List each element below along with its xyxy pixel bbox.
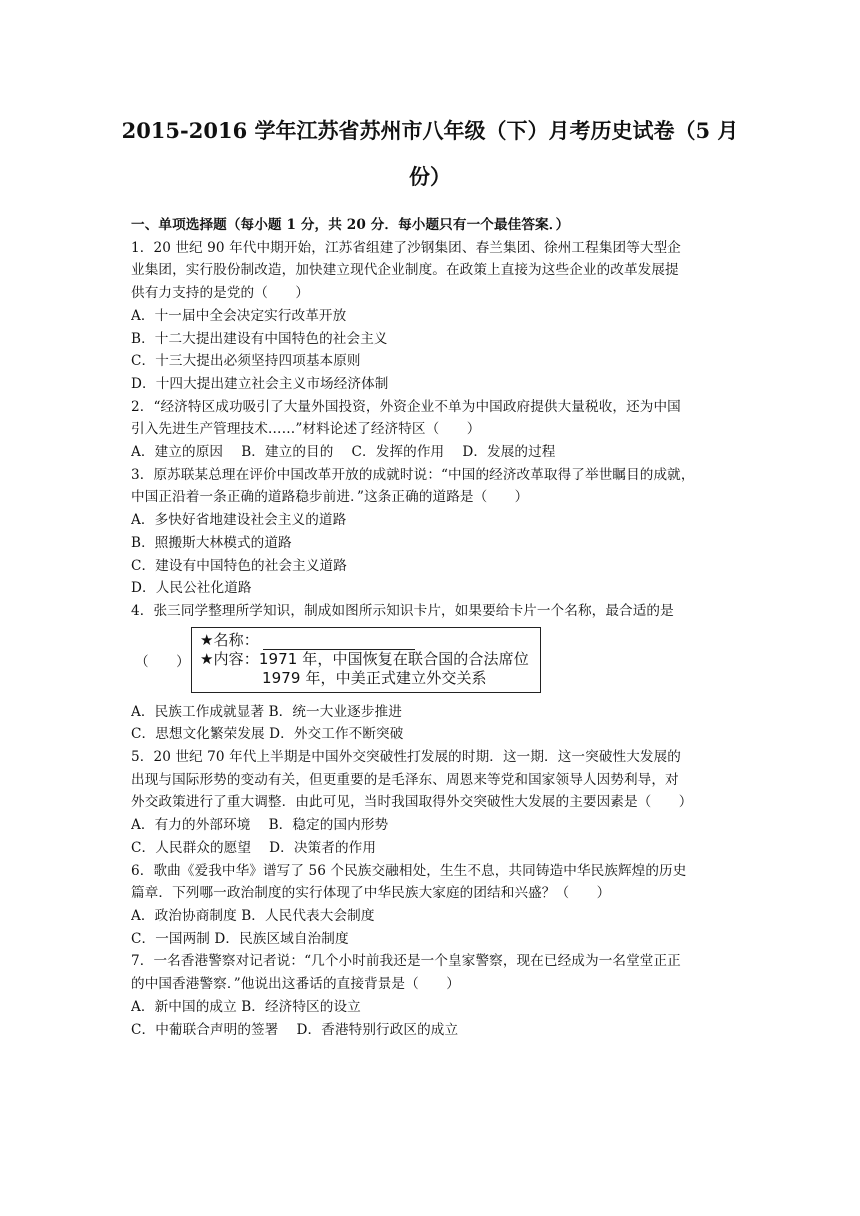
answer-option: B．十二大提出建设有中国特色的社会主义 [131,330,388,347]
title-line-1: 2015-2016 学年江苏省苏州市八年级（下）月考历史试卷（5 月 [121,118,739,143]
question-stem-line: 业集团，实行股份制改造，加快建立现代企业制度。在政策上直接为这些企业的改革发展提 [131,262,679,279]
card-name-row [200,631,532,650]
question-stem-line: 1．20 世纪 90 年代中期开始，江苏省组建了沙钢集团、春兰集团、徐州工程集团等大型企 [131,239,681,256]
answer-option: C．十三大提出必须坚持四项基本原则 [131,353,361,370]
answer-option: A．十一届中全会决定实行改革开放 [131,307,347,324]
question-1 [131,237,731,396]
question-stem-line: 中国正沿着一条正确的道路稳步前进．”这条正确的道路是（ ） [131,489,529,506]
question-stem-line: 4．张三同学整理所学知识，制成如图所示知识卡片，如果要给卡片一个名称，最合适的是 [131,602,674,619]
answer-option: A．民族工作成就显著 B．统一大业逐步推进 [131,703,402,720]
answer-option: C．中葡联合声明的签署 D．香港特别行政区的成立 [131,1021,459,1038]
answer-option: C．一国两制 D．民族区域自治制度 [131,930,349,947]
answer-option: B．照搬斯大林模式的道路 [131,534,292,551]
answer-option: A．建立的原因 B．建立的目的 C．发挥的作用 D．发展的过程 [131,444,556,461]
knowledge-card-row [131,627,731,699]
knowledge-card [191,627,541,693]
question-stem-line: 2．“经济特区成功吸引了大量外国投资，外资企业不单为中国政府提供大量税收，还为中国 [131,398,681,415]
card-item-1: 1971 年，中国恢复在联合国的合法席位 [258,649,529,668]
answer-option: A．多快好省地建设社会主义的道路 [131,512,347,529]
exam-title [110,108,750,200]
answer-option: C．建设有中国特色的社会主义道路 [131,557,347,574]
answer-option: A．政治协商制度 B．人民代表大会制度 [131,907,375,924]
question-4 [131,600,731,746]
answer-option: D．人民公社化道路 [131,580,252,597]
question-2 [131,396,731,464]
answer-option: C．思想文化繁荣发展 D．外交工作不断突破 [131,726,404,743]
answer-paren: （ ） [135,653,190,670]
question-stem-line: 篇章．下列哪一政治制度的实行体现了中华民族大家庭的团结和兴盛？（ ） [131,885,611,902]
title-line-2: 份） [409,164,451,189]
answer-option: A．新中国的成立 B．经济特区的设立 [131,998,361,1015]
question-stem-line: 外交政策进行了重大调整．由此可见，当时我国取得外交突破性大发展的主要因素是（ ） [131,794,693,811]
answer-option: A．有力的外部环境 B．稳定的国内形势 [131,817,389,834]
card-name-blank [263,633,415,650]
card-content-row [200,650,532,669]
question-7 [131,950,731,1041]
question-stem-line: 供有力支持的是党的（ ） [131,285,310,302]
card-name-label: ★名称： [200,630,259,649]
question-stem-line: 引入先进生产管理技术……”材料论述了经济特区（ ） [131,421,481,438]
card-content-label: ★内容： [200,649,259,668]
question-stem-line: 7．一名香港警察对记者说：“几个小时前我还是一个皇家警察，现在已经成为一名堂堂正正 [131,953,681,970]
question-6 [131,860,731,951]
question-5 [131,746,731,860]
card-content-row-2 [200,669,532,688]
section-heading: 一、单项选择题（每小题 1 分，共 20 分．每小题只有一个最佳答案．） [131,217,570,233]
question-3 [131,464,731,600]
answer-option: D．十四大提出建立社会主义市场经济体制 [131,375,389,392]
question-stem-line: 出现与国际形势的变动有关，但更重要的是毛泽东、周恩来等党和国家领导人因势利导，对 [131,771,679,788]
question-stem-line: 5．20 世纪 70 年代上半期是中国外交突破性打发展的时期．这一期．这一突破性大发展的 [131,749,681,766]
card-item-2: 1979 年，中美正式建立外交关系 [262,668,487,687]
question-stem-line: 的中国香港警察．”他说出这番话的直接背景是（ ） [131,976,460,993]
question-list [131,214,731,1041]
question-stem-line: 6．歌曲《爱我中华》谱写了 56 个民族交融相处，生生不息，共同铸造中华民族辉煌的历史 [131,862,687,879]
question-stem-line: 3．原苏联某总理在评价中国改革开放的成就时说：“中国的经济改革取得了举世瞩目的成就， [131,466,695,483]
answer-option: C．人民群众的愿望 D．决策者的作用 [131,839,377,856]
